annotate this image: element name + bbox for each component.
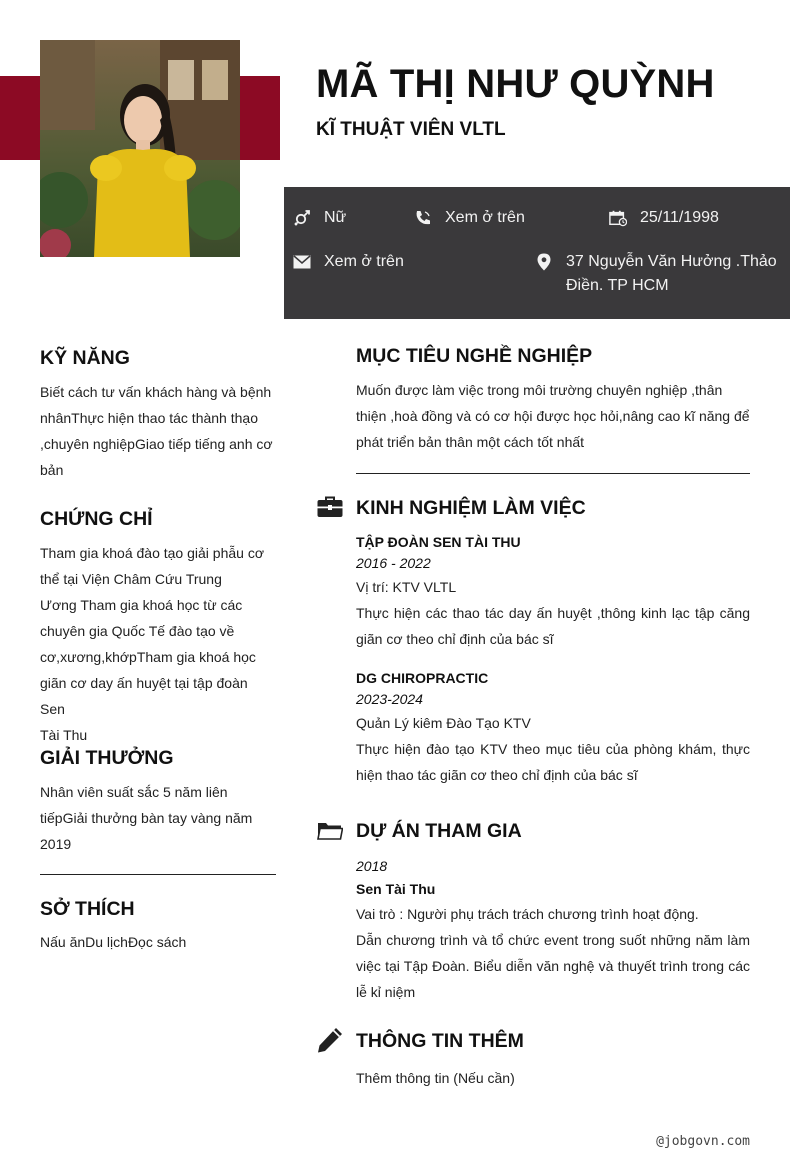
experience-item <box>356 668 750 788</box>
skills-heading: KỸ NĂNG <box>40 347 130 369</box>
email-value: Xem ở trên <box>324 253 404 270</box>
objective-line: phát triển bản thân một cách tốt nhất <box>356 434 585 450</box>
envelope-icon <box>293 253 311 271</box>
experience-period: 2016 - 2022 <box>356 555 431 571</box>
additional-info-text: Thêm thông tin (Nếu cần) <box>356 1070 515 1086</box>
contact-birthday <box>609 206 719 230</box>
objective-heading: MỤC TIÊU NGHỀ NGHIỆP <box>356 345 593 367</box>
gender-value: Nữ <box>324 209 347 226</box>
hobbies-heading: SỞ THÍCH <box>40 898 135 920</box>
objective-divider <box>356 473 750 474</box>
birthday-value: 25/11/1998 <box>640 209 719 226</box>
project-name: Sen Tài Thu <box>356 881 436 897</box>
certificates-line: thể tại Viện Châm Cứu Trung <box>40 571 222 587</box>
additional-info-heading: THÔNG TIN THÊM <box>356 1030 524 1052</box>
certificates-body <box>40 540 276 748</box>
certificates-line: Tham gia khoá đào tạo giải phẫu cơ <box>40 545 264 561</box>
skills-line: ,chuyên nghiệpGiao tiếp tiếng anh cơ <box>40 436 273 452</box>
location-pin-icon <box>535 253 553 271</box>
awards-heading: GIẢI THƯỞNG <box>40 747 174 769</box>
hobbies-section <box>40 898 276 955</box>
objective-section <box>356 345 750 455</box>
additional-info-section <box>356 1030 750 1091</box>
experience-role: Vị trí: KTV VLTL <box>356 579 457 595</box>
contact-phone <box>414 206 525 230</box>
phone-icon <box>414 209 432 227</box>
experience-section <box>356 497 750 788</box>
hobbies-text: Nấu ănDu lịchĐọc sách <box>40 934 187 950</box>
certificates-line: Ương Tham gia khoá học từ các <box>40 597 243 613</box>
briefcase-icon <box>316 494 344 520</box>
skills-body <box>40 379 276 483</box>
project-role: Vai trò : Người phụ trách trách chương trình hoạt động. <box>356 906 699 922</box>
experience-heading: KINH NGHIỆM LÀM VIỆC <box>356 497 586 519</box>
awards-body <box>40 779 276 857</box>
experience-period: 2023-2024 <box>356 691 423 707</box>
awards-section <box>40 747 276 857</box>
skills-line: bản <box>40 462 64 478</box>
phone-value: Xem ở trên <box>445 209 525 226</box>
certificates-heading: CHỨNG CHỈ <box>40 508 153 530</box>
experience-description: Thực hiện các thao tác day ấn huyệt ,thông kinh lạc tập căng giãn cơ theo chỉ định của bác sĩ <box>356 605 750 647</box>
contact-gender <box>293 206 346 230</box>
experience-company: DG CHIROPRACTIC <box>356 670 489 686</box>
candidate-name: MÃ THỊ NHƯ QUỲNH <box>316 62 715 106</box>
experience-role: Quản Lý kiêm Đào Tạo KTV <box>356 715 531 731</box>
folder-icon <box>316 818 344 844</box>
profile-photo <box>40 40 240 257</box>
address-line-2: Điền. TP HCM <box>566 277 669 294</box>
pencil-icon <box>316 1027 344 1053</box>
objective-body <box>356 377 750 455</box>
address-line-1: 37 Nguyễn Văn Hưởng .Thảo <box>566 253 777 270</box>
experience-item <box>356 532 750 652</box>
certificates-section <box>40 508 276 748</box>
awards-line: Nhân viên suất sắc 5 năm liên <box>40 784 228 800</box>
contact-info-box <box>284 187 790 319</box>
objective-line: thiện ,hoà đồng và có cơ hội được học hỏi,nâng cao kĩ năng để <box>356 408 750 424</box>
experience-description: Thực hiện đào tạo KTV theo mục tiêu của phòng khám, thực hiện thao tác giãn cơ theo chỉ định của bác sĩ <box>356 741 750 783</box>
awards-line: 2019 <box>40 836 72 852</box>
left-divider <box>40 874 276 875</box>
contact-email <box>293 250 404 274</box>
certificates-line: chuyên gia Quốc Tế đào tạo về <box>40 623 235 639</box>
candidate-job-title: KĨ THUẬT VIÊN VLTL <box>316 119 506 140</box>
experience-company: TẬP ĐOÀN SEN TÀI THU <box>356 534 521 550</box>
site-watermark: @jobgovn.com <box>656 1134 750 1149</box>
projects-heading: DỰ ÁN THAM GIA <box>356 820 522 842</box>
certificates-line: giãn cơ day ấn huyệt tại tập đoàn Sen <box>40 675 248 717</box>
project-description: Dẫn chương trình và tổ chức event trong suốt những năm làm việc tại Tập Đoàn. Biểu diễn văn nghệ và thuyết trình trong các lễ kỉ niệm <box>356 932 750 1000</box>
certificates-line: cơ,xương,khớpTham gia khoá học <box>40 649 256 665</box>
skills-line: nhânThực hiện thao tác thành thạo <box>40 410 258 426</box>
awards-line: tiếpGiải thưởng bàn tay vàng năm <box>40 810 253 826</box>
skills-section <box>40 347 276 483</box>
skills-line: Biết cách tư vấn khách hàng và bệnh <box>40 384 272 400</box>
objective-line: Muốn được làm việc trong môi trường chuyên nghiệp ,thân <box>356 382 723 398</box>
project-year: 2018 <box>356 858 388 874</box>
certificates-line: Tài Thu <box>40 727 88 743</box>
gender-icon <box>293 209 311 227</box>
calendar-icon <box>609 209 627 227</box>
projects-section <box>356 820 750 1005</box>
contact-address <box>535 250 777 298</box>
